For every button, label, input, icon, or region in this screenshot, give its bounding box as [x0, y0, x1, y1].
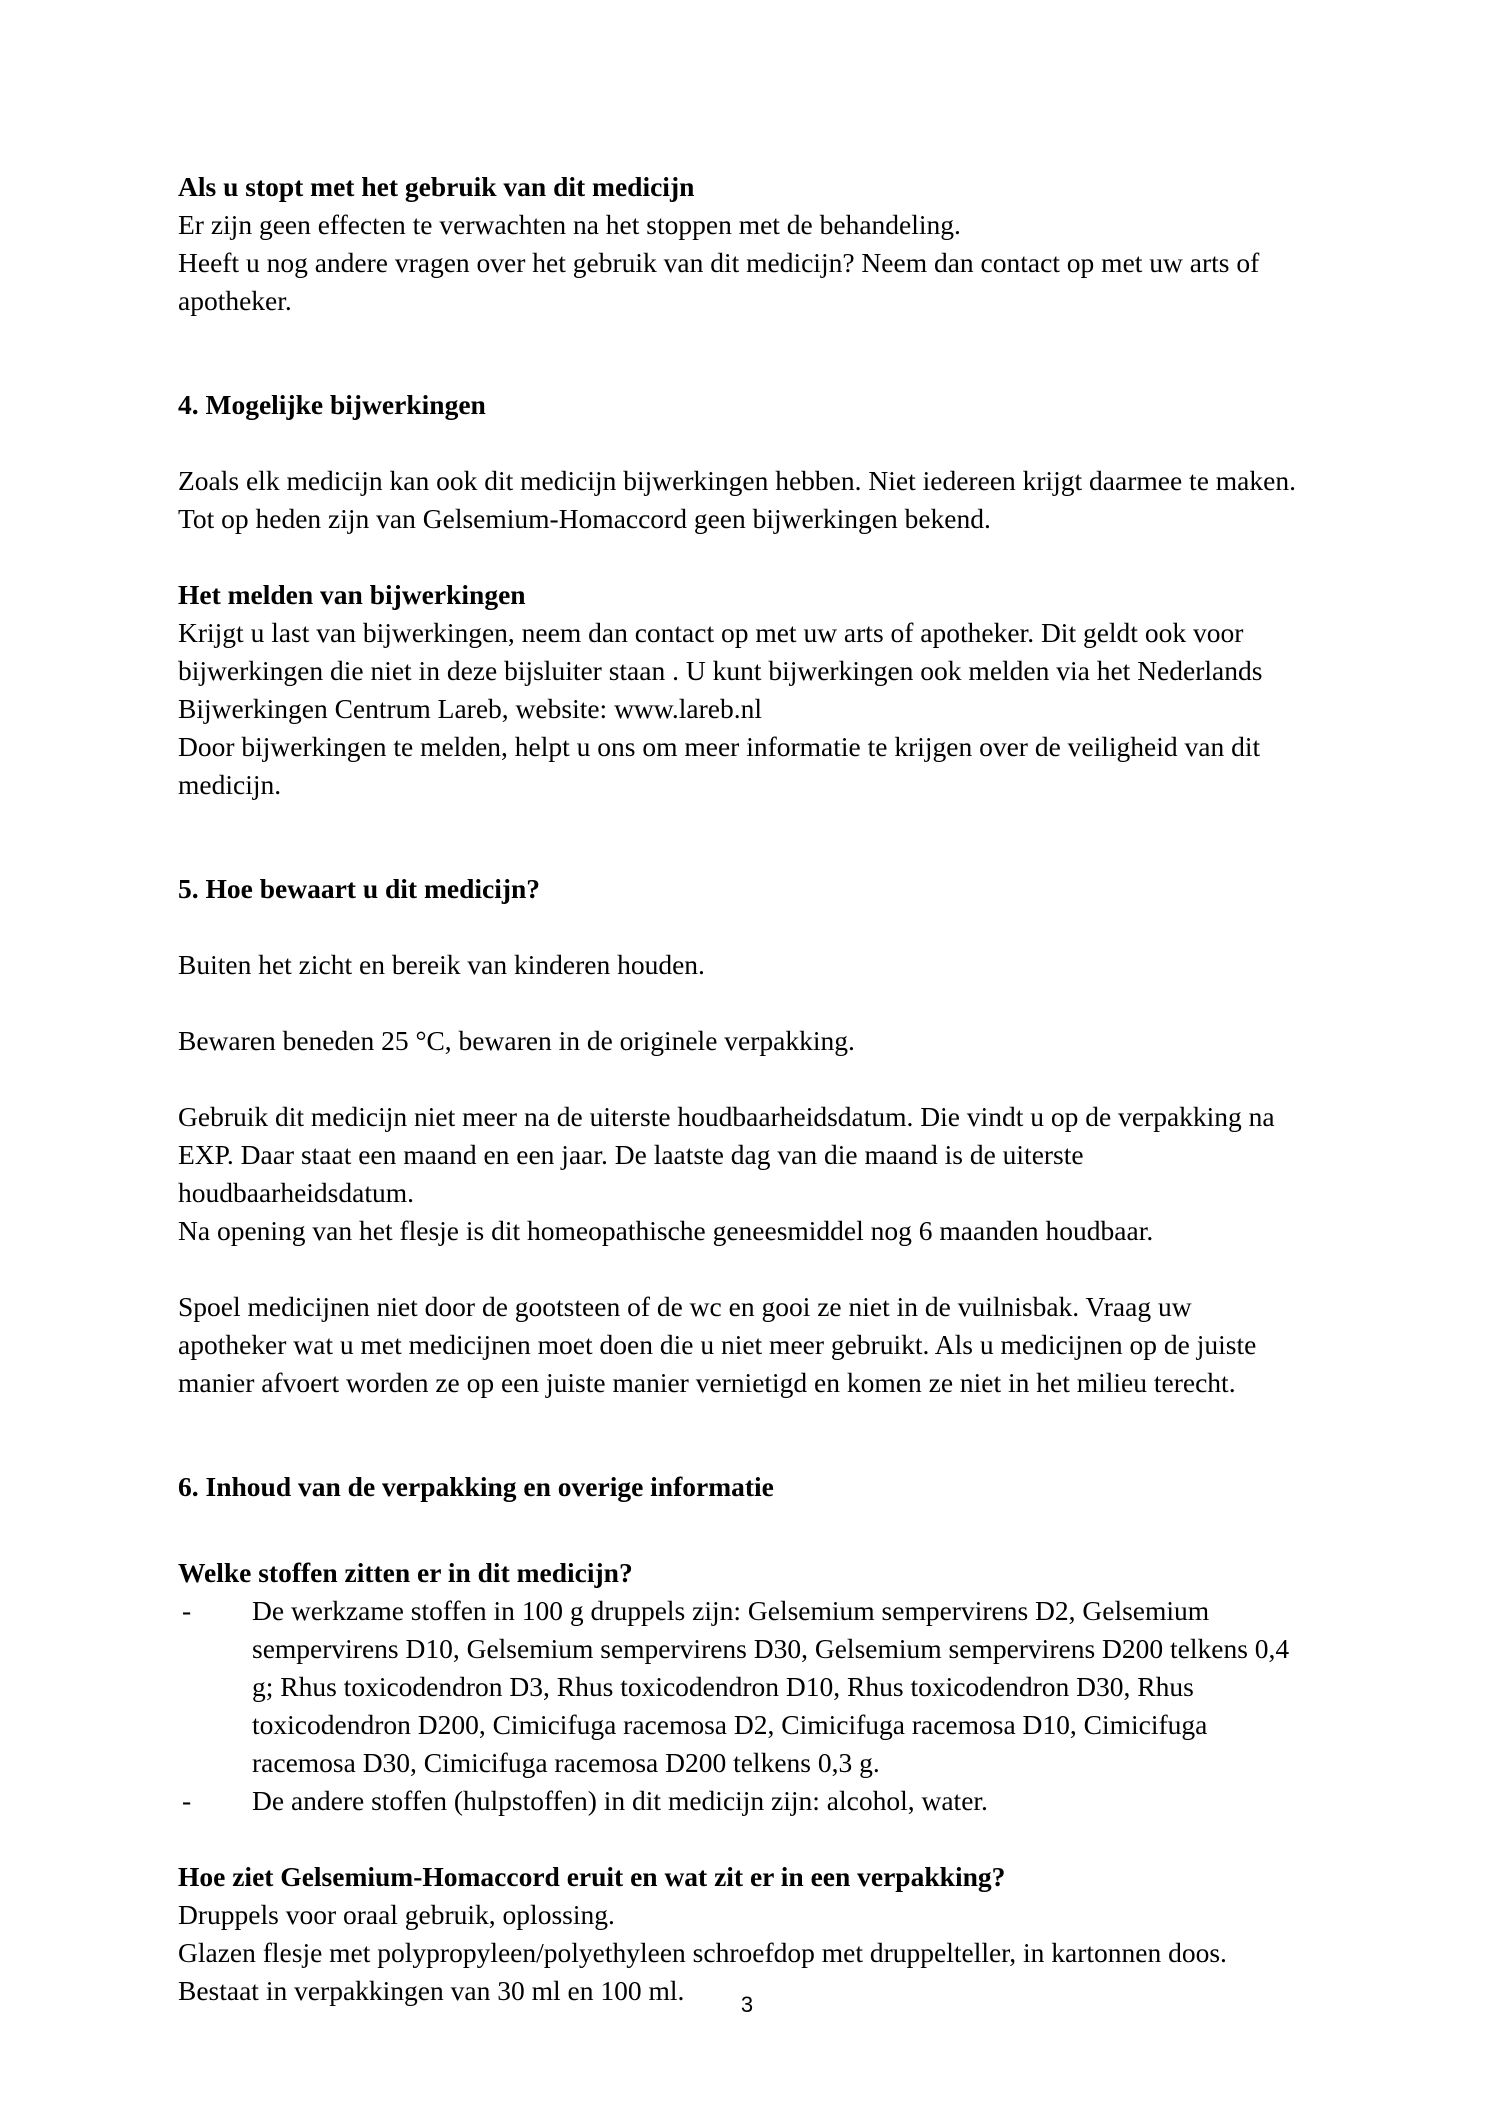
storage-line5: Spoel medicijnen niet door de gootsteen of de wc en gooi ze niet in de vuilnisbak. Vraag uw apotheker wat u met medicijnen moet doen die u niet meer gebruikt. Als u medicijnen op de juiste manier afvoert worden ze op een juiste manier vernietigd en komen ze niet in het milieu terecht.: [178, 1291, 1257, 1398]
spacer: [178, 1060, 1302, 1098]
storage-heading: 5. Hoe bewaart u dit medicijn?: [178, 873, 541, 904]
spacer: [178, 1250, 1302, 1288]
spacer: [178, 424, 1302, 462]
bullet-dash-icon: -: [182, 1785, 192, 1816]
reporting-body: Krijgt u last van bijwerkingen, neem dan contact op met uw arts of apotheker. Dit geldt ook voor bijwerkingen die niet in deze bijsluiter staan . U kunt bijwerkingen ook melden via het Nederlands Bijwerkingen Centrum Lareb, website: www.lareb.nl: [178, 617, 1263, 724]
spacer: [178, 984, 1302, 1022]
spacer: [178, 1820, 1302, 1858]
spacer: [178, 538, 1302, 576]
list-item-text: De werkzame stoffen in 100 g druppels zijn: Gelsemium sempervirens D2, Gelsemium sempervirens D10, Gelsemium sempervirens D30, Gelsemium sempervirens D200 telkens 0,4 g; Rhus toxicodendron D3, Rhus toxicodendron D10, Rhus toxicodendron D30, Rhus toxicodendron D200, Cimicifuga racemosa D2, Cimicifuga racemosa D10, Cimicifuga racemosa D30, Cimicifuga racemosa D200 telkens 0,3 g.: [252, 1595, 1290, 1778]
substances-list: [178, 1592, 1302, 1820]
storage-line1: Buiten het zicht en bereik van kinderen houden.: [178, 949, 705, 980]
page-content: [178, 168, 1302, 2010]
appearance-line3: Bestaat in verpakkingen van 30 ml en 100 ml.: [178, 1975, 685, 2006]
spacer: [178, 804, 1302, 870]
appearance-heading: Hoe ziet Gelsemium-Homaccord eruit en wat zit er in een verpakking?: [178, 1861, 1006, 1892]
spacer: [178, 1506, 1302, 1554]
stopping-line1: Er zijn geen effecten te verwachten na het stoppen met de behandeling.: [178, 209, 961, 240]
side-effects-intro: Zoals elk medicijn kan ook dit medicijn bijwerkingen hebben. Niet iedereen krijgt daarmee te maken. Tot op heden zijn van Gelsemium-Homaccord geen bijwerkingen bekend.: [178, 465, 1296, 534]
storage-line3: Gebruik dit medicijn niet meer na de uiterste houdbaarheidsdatum. Die vindt u op de verpakking na EXP. Daar staat een maand en een jaar. De laatste dag van die maand is de uiterste houdbaarheidsdatum.: [178, 1101, 1275, 1208]
spacer: [178, 908, 1302, 946]
list-item-text: De andere stoffen (hulpstoffen) in dit medicijn zijn: alcohol, water.: [252, 1785, 988, 1816]
reporting-heading: Het melden van bijwerkingen: [178, 579, 526, 610]
bullet-dash-icon: -: [182, 1595, 192, 1626]
stopping-heading: Als u stopt met het gebruik van dit medicijn: [178, 171, 695, 202]
page-number: 3: [740, 1992, 754, 2017]
storage-line2: Bewaren beneden 25 °C, bewaren in de originele verpakking.: [178, 1025, 855, 1056]
reporting-body-2: Door bijwerkingen te melden, helpt u ons om meer informatie te krijgen over de veiligheid van dit medicijn.: [178, 731, 1261, 800]
appearance-line1: Druppels voor oraal gebruik, oplossing.: [178, 1899, 615, 1930]
contents-heading: 6. Inhoud van de verpakking en overige informatie: [178, 1471, 774, 1502]
list-item: [178, 1592, 1302, 1782]
appearance-line2: Glazen flesje met polypropyleen/polyethyleen schroefdop met druppelteller, in kartonnen doos.: [178, 1937, 1227, 1968]
list-item: [178, 1782, 1302, 1820]
storage-line4: Na opening van het flesje is dit homeopathische geneesmiddel nog 6 maanden houdbaar.: [178, 1215, 1154, 1246]
spacer: [178, 1402, 1302, 1468]
substances-heading: Welke stoffen zitten er in dit medicijn?: [178, 1557, 633, 1588]
side-effects-heading: 4. Mogelijke bijwerkingen: [178, 389, 486, 420]
stopping-line2: Heeft u nog andere vragen over het gebruik van dit medicijn? Neem dan contact op met uw arts of apotheker.: [178, 247, 1260, 316]
spacer: [178, 320, 1302, 386]
